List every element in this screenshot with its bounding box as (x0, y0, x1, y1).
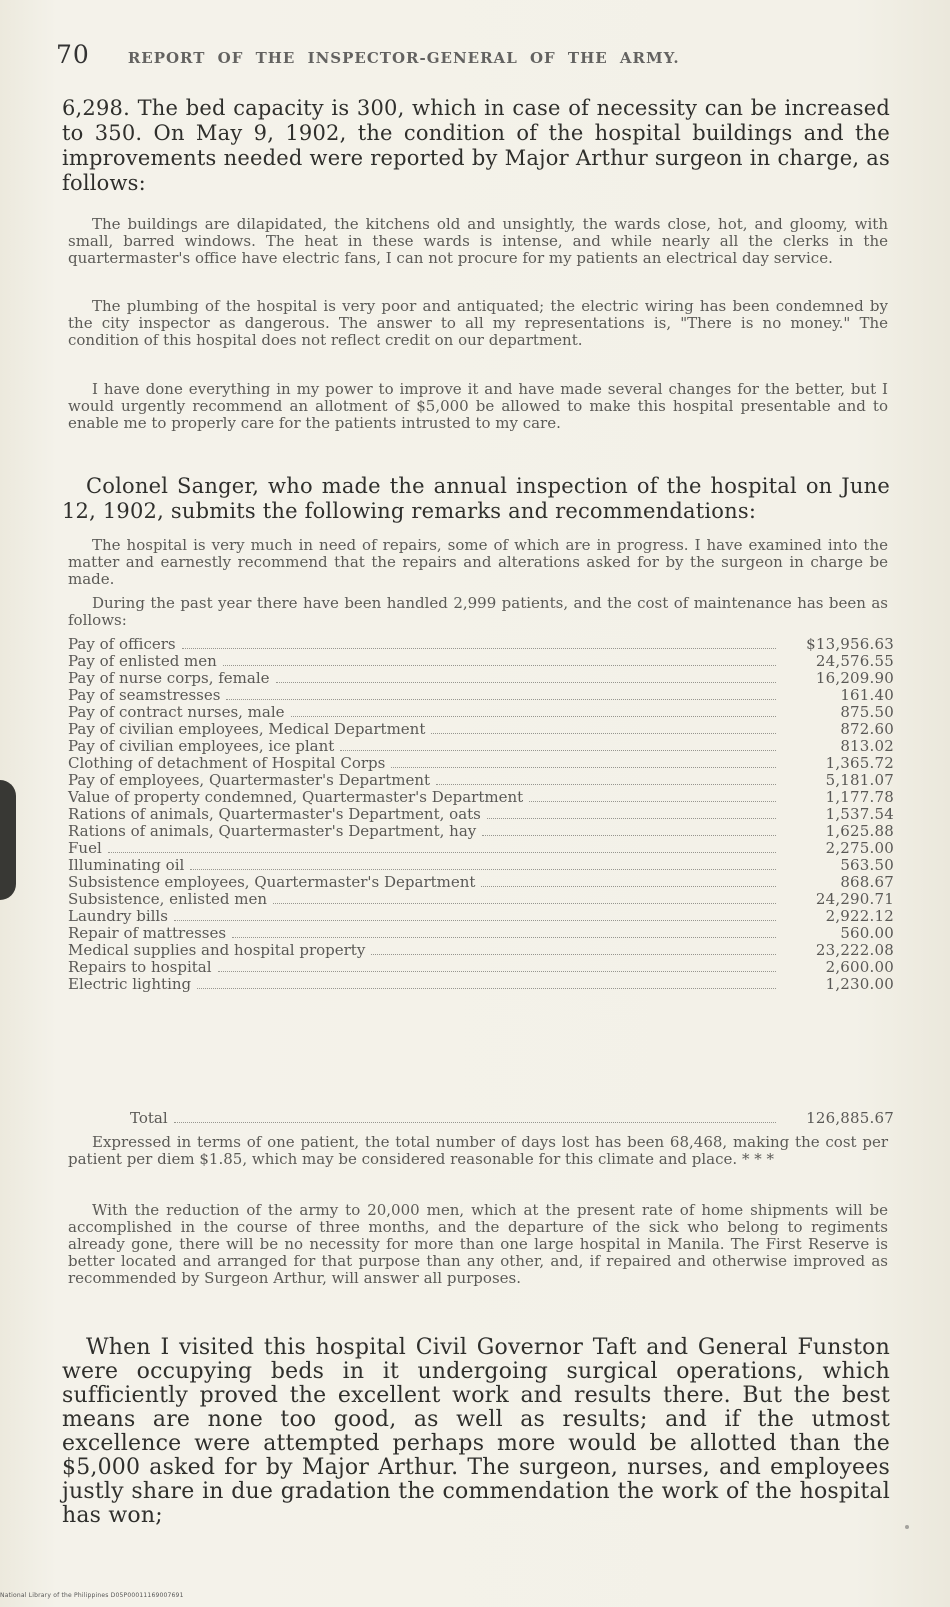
intro-paragraph: 6,298. The bed capacity is 300, which in case of necessity can be increased to 350. On May 9, 1902, the condition of the hospital buildings and the improvements needed were reported by Major Arthur surgeon in charge, as follows: (62, 96, 890, 195)
expense-row (68, 670, 894, 687)
expense-row (68, 942, 894, 959)
expense-row (68, 738, 894, 755)
expense-row (68, 755, 894, 772)
expense-amount: 1,625.88 (825, 822, 894, 840)
expense-amount: 1,537.54 (825, 805, 894, 823)
dot-leader (174, 920, 776, 921)
dot-leader (482, 835, 776, 836)
quoted-plumbing-condition: The plumbing of the hospital is very poor and antiquated; the electric wiring has been condemned by the city inspector as dangerous. The answer to all my representations is, "There is no money." The condition of this hospital does not reflect credit on our department. (68, 297, 888, 349)
expense-label: Medical supplies and hospital property (68, 941, 366, 959)
dot-leader (197, 988, 776, 989)
expense-amount: 560.00 (840, 924, 894, 942)
page-number: 70 (56, 40, 90, 69)
expense-amount: 875.50 (840, 703, 894, 721)
dot-leader (371, 954, 776, 955)
expense-amount: 563.50 (840, 856, 894, 874)
cost-per-patient-paragraph: Expressed in terms of one patient, the total number of days lost has been 68,468, making the cost per patient per diem $1.85, which may be considered reasonable for this climate and place. * * * (68, 1133, 888, 1168)
expense-row (68, 976, 894, 993)
dot-leader (273, 903, 776, 904)
expense-row (68, 959, 894, 976)
total-amount: 126,885.67 (806, 1109, 894, 1127)
visit-paragraph: When I visited this hospital Civil Governor Taft and General Funston were occupying beds in it undergoing surgical operations, which sufficiently proved the excellent work and results there. But the best means are none too good, as well as results; and if the utmost excellence were attempted perhaps more would be allotted than the $5,000 asked for by Major Arthur. The surgeon, nurses, and employees justly share in due gradation the commendation the work of the hospital has won; (62, 1335, 890, 1528)
expense-label: Subsistence employees, Quartermaster's Department (68, 873, 476, 891)
dot-leader (108, 852, 776, 853)
expense-amount: 23,222.08 (815, 941, 894, 959)
expense-amount: 2,600.00 (825, 958, 894, 976)
expense-amount: 2,922.12 (825, 907, 894, 925)
dot-leader (182, 648, 776, 649)
expense-label: Pay of nurse corps, female (68, 669, 270, 687)
expense-label: Electric lighting (68, 975, 192, 993)
expense-amount: 24,290.71 (815, 890, 894, 908)
expense-amount: 2,275.00 (825, 839, 894, 857)
running-head: REPORT OF THE INSPECTOR-GENERAL OF THE ARMY. (127, 49, 680, 67)
expense-label: Pay of civilian employees, Medical Department (68, 720, 426, 738)
expense-row (68, 704, 894, 721)
dot-leader (291, 716, 776, 717)
dot-leader (431, 733, 776, 734)
page-header (56, 42, 896, 82)
expense-label: Rations of animals, Quartermaster's Department, oats (68, 805, 481, 823)
expense-amount: 5,181.07 (825, 771, 894, 789)
expense-row (68, 874, 894, 891)
expense-label: Repairs to hospital (68, 958, 212, 976)
dot-leader (226, 699, 776, 700)
scan-speck (905, 1525, 909, 1529)
expense-row (68, 721, 894, 738)
total-row (130, 1110, 894, 1127)
sanger-repair-remark: The hospital is very much in need of repairs, some of which are in progress. I have examined into the matter and earnestly recommend that the repairs and alterations asked for by the surgeon in charge be made. (68, 536, 888, 588)
expense-row (68, 789, 894, 806)
expense-amount: 1,177.78 (825, 788, 894, 806)
expense-label: Illuminating oil (68, 856, 185, 874)
expense-amount: 868.67 (840, 873, 894, 891)
expense-label: Pay of employees, Quartermaster's Department (68, 771, 431, 789)
expense-amount: 16,209.90 (815, 669, 894, 687)
dot-leader (436, 784, 776, 785)
scan-footer: National Library of the Philippines D05P00011169007691 (0, 1592, 184, 1599)
expense-label: Pay of contract nurses, male (68, 703, 285, 721)
dot-leader (529, 801, 776, 802)
expense-row (68, 840, 894, 857)
expense-label: Pay of enlisted men (68, 652, 217, 670)
expense-row (68, 687, 894, 704)
dot-leader (340, 750, 776, 751)
expense-label: Repair of mattresses (68, 924, 227, 942)
expense-amount: 1,230.00 (825, 975, 894, 993)
dot-leader (481, 886, 776, 887)
expense-label: Pay of civilian employees, ice plant (68, 737, 335, 755)
expense-label: Subsistence, enlisted men (68, 890, 267, 908)
expense-label: Rations of animals, Quartermaster's Department, hay (68, 822, 477, 840)
expense-row (68, 925, 894, 942)
expense-row (68, 908, 894, 925)
expense-amount: $13,956.63 (806, 635, 894, 653)
dot-leader (218, 971, 776, 972)
expense-label: Pay of seamstresses (68, 686, 221, 704)
dot-leader (223, 665, 776, 666)
expense-amount: 813.02 (840, 737, 894, 755)
expense-amount: 872.60 (840, 720, 894, 738)
dot-leader (190, 869, 776, 870)
expense-row (68, 636, 894, 653)
expense-amount: 1,365.72 (825, 754, 894, 772)
sanger-maintenance-intro: During the past year there have been handled 2,999 patients, and the cost of maintenance has been as follows: (68, 594, 888, 629)
expense-amount: 24,576.55 (815, 652, 894, 670)
maintenance-cost-table (68, 636, 894, 993)
expense-row (68, 823, 894, 840)
expense-label: Value of property condemned, Quartermaster's Department (68, 788, 524, 806)
sanger-inspection-paragraph: Colonel Sanger, who made the annual inspection of the hospital on June 12, 1902, submits the following remarks and recommendations: (62, 474, 890, 523)
quoted-building-condition: The buildings are dilapidated, the kitchens old and unsightly, the wards close, hot, and gloomy, with small, barred windows. The heat in these wards is intense, and while nearly all the clerks in the quartermaster's office have electric fans, I can not procure for my patients an electrical day service. (68, 215, 888, 267)
expense-amount: 161.40 (840, 686, 894, 704)
expense-row (68, 857, 894, 874)
quoted-allotment-request: I have done everything in my power to improve it and have made several changes for the better, but I would urgently recommend an allotment of $5,000 be allowed to make this hospital presentable and to enable me to properly care for the patients intrusted to my care. (68, 380, 888, 432)
binding-shadow (0, 780, 16, 900)
dot-leader (174, 1122, 776, 1123)
total-label: Total (130, 1109, 168, 1127)
expense-row (68, 891, 894, 908)
expense-label: Pay of officers (68, 635, 176, 653)
dot-leader (276, 682, 777, 683)
dot-leader (232, 937, 776, 938)
expense-label: Laundry bills (68, 907, 168, 925)
expense-row (68, 806, 894, 823)
expense-label: Fuel (68, 839, 102, 857)
expense-row (68, 772, 894, 789)
expense-row (68, 653, 894, 670)
army-reduction-paragraph: With the reduction of the army to 20,000 men, which at the present rate of home shipments will be accomplished in the course of three months, and the departure of the sick who belong to regiments already gone, there will be no necessity for more than one large hospital in Manila. The First Reserve is better located and arranged for that purpose than any other, and, if repaired and otherwise improved as recommended by Surgeon Arthur, will answer all purposes. (68, 1201, 888, 1287)
dot-leader (487, 818, 776, 819)
expense-label: Clothing of detachment of Hospital Corps (68, 754, 386, 772)
dot-leader (391, 767, 776, 768)
